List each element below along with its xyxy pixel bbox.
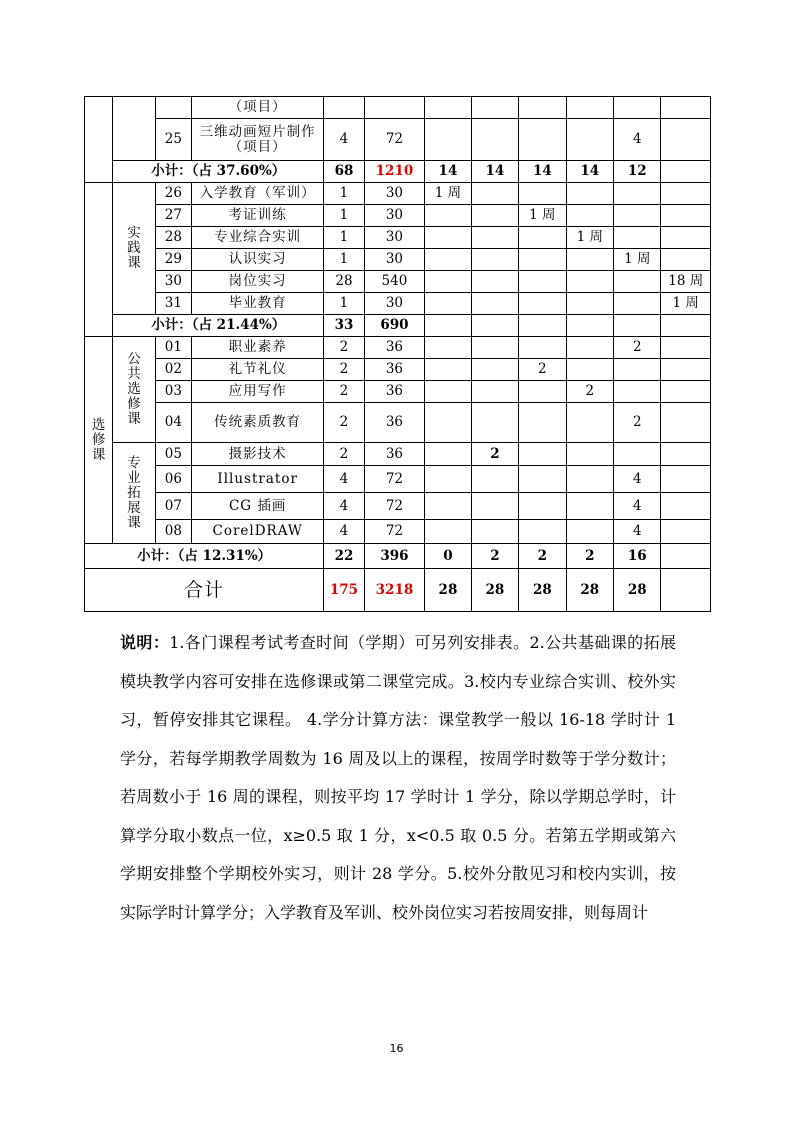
table-row (85, 249, 711, 271)
hours-cell: 72 (364, 493, 425, 520)
subtotal-row (85, 315, 711, 337)
course-no: 06 (155, 466, 191, 493)
sem6-cell: 1 周 (661, 293, 711, 315)
sem4-cell (566, 97, 613, 119)
course-name: 专业综合实训 (192, 227, 324, 249)
sem5-cell (614, 227, 661, 249)
credit-cell: 175 (324, 569, 364, 612)
sem1-cell (425, 97, 471, 119)
sem2-cell (471, 249, 518, 271)
sem1-cell (425, 315, 471, 337)
sem3-cell (519, 381, 566, 403)
total-row (85, 569, 711, 612)
table-row (85, 205, 711, 227)
sem2-cell (471, 183, 518, 205)
sem3-cell (519, 337, 566, 359)
sem5-cell: 2 (614, 337, 661, 359)
sem5-cell (614, 183, 661, 205)
sem4-cell (566, 315, 613, 337)
subtotal-label: 小计：（占 12.31%） (85, 544, 324, 569)
sem1-cell: 1 周 (425, 183, 471, 205)
sem5-cell: 4 (614, 493, 661, 520)
course-no: 03 (155, 381, 191, 403)
sem4-cell (566, 359, 613, 381)
sem1-cell (425, 381, 471, 403)
hours-cell: 36 (364, 381, 425, 403)
table-row (85, 493, 711, 520)
sem5-cell (614, 293, 661, 315)
course-name: CorelDRAW (192, 520, 324, 544)
sem2-cell (471, 493, 518, 520)
course-no: 07 (155, 493, 191, 520)
subtotal-row (85, 544, 711, 569)
sem4-cell (566, 443, 613, 466)
sem4-cell (566, 293, 613, 315)
sem5-cell (614, 97, 661, 119)
sem6-cell (661, 315, 711, 337)
sem6-cell (661, 493, 711, 520)
hours-cell: 36 (364, 337, 425, 359)
course-name: Illustrator (192, 466, 324, 493)
sem4-cell (566, 403, 613, 443)
sem3-cell (519, 466, 566, 493)
sem5-cell (614, 205, 661, 227)
sem3-cell: 14 (519, 161, 566, 183)
credit-cell (324, 97, 364, 119)
sem6-cell (661, 466, 711, 493)
sem3-cell: 2 (519, 544, 566, 569)
notes-lead: 说明： (120, 633, 170, 652)
sem1-cell (425, 337, 471, 359)
sem6-cell (661, 205, 711, 227)
course-name: 职业素养 (192, 337, 324, 359)
sem3-cell (519, 227, 566, 249)
group-cell-blank (85, 183, 113, 337)
course-name: 摄影技术 (192, 443, 324, 466)
sem6-cell (661, 161, 711, 183)
sem1-cell: 0 (425, 544, 471, 569)
table-row (85, 293, 711, 315)
credit-cell: 68 (324, 161, 364, 183)
sem2-cell (471, 293, 518, 315)
sem2-cell (471, 271, 518, 293)
table-row (85, 337, 711, 359)
credit-cell: 4 (324, 119, 364, 161)
hours-cell: 30 (364, 183, 425, 205)
table-row (85, 520, 711, 544)
sem6-cell (661, 544, 711, 569)
sem6-cell (661, 359, 711, 381)
hours-cell: 36 (364, 443, 425, 466)
notes-body: 1.各门课程考试考查时间（学期）可另列安排表。2.公共基础课的拓展模块教学内容可安排在选修课或第二课堂完成。3.校内专业综合实训、校外实习，暂停安排其它课程。 4.学分计算方法：课堂教学一般以 16-18 学时计 1 学分，若每学期教学周数为 16 周及以上的课程，按周学时数等于学分数计；若周数小于 16 周的课程，则按平均 17 学时计 1 学分，除以学期总学时，计算学分取小数点一位，x≥0.5 取 1 分，x<0.5 取 0.5 分。若第五学期或第六学期安排整个学期校外实习，则计 28 学分。5.校外分散见习和校内实训，按实际学时计算学分；入学教育及军训、校外岗位实习若按周安排，则每周计 (120, 633, 676, 922)
notes-paragraph (120, 624, 676, 932)
table-row (85, 381, 711, 403)
sem6-cell (661, 249, 711, 271)
sem2-cell (471, 119, 518, 161)
sem4-cell: 2 (566, 544, 613, 569)
credit-cell: 1 (324, 227, 364, 249)
subgroup-cell-blank (113, 97, 155, 161)
sem5-cell: 4 (614, 119, 661, 161)
curriculum-table (84, 96, 711, 612)
sem4-cell (566, 493, 613, 520)
sem2-cell: 28 (471, 569, 518, 612)
sem2-cell: 2 (471, 443, 518, 466)
course-no: 29 (155, 249, 191, 271)
sem5-cell: 2 (614, 403, 661, 443)
course-no: 25 (155, 119, 191, 161)
sem1-cell (425, 271, 471, 293)
group-cell-blank (85, 97, 113, 183)
sem1-cell: 14 (425, 161, 471, 183)
hours-cell: 690 (364, 315, 425, 337)
sem3-cell (519, 403, 566, 443)
sem1-cell (425, 119, 471, 161)
sem3-cell (519, 271, 566, 293)
sem3-cell: 28 (519, 569, 566, 612)
sem5-cell: 4 (614, 466, 661, 493)
sem6-cell (661, 443, 711, 466)
sem4-cell (566, 520, 613, 544)
table-row (85, 359, 711, 381)
sem3-cell (519, 183, 566, 205)
sem3-cell: 1 周 (519, 205, 566, 227)
sem2-cell (471, 381, 518, 403)
sem3-cell (519, 97, 566, 119)
subtotal-label: 小计：（占 21.44%） (113, 315, 324, 337)
course-no: 01 (155, 337, 191, 359)
sem1-cell (425, 520, 471, 544)
sem3-cell (519, 119, 566, 161)
sem2-cell: 14 (471, 161, 518, 183)
credit-cell: 2 (324, 337, 364, 359)
credit-cell: 33 (324, 315, 364, 337)
public-elective-label: 公共选修课 (113, 337, 155, 443)
course-name: 入学教育（军训） (192, 183, 324, 205)
course-name: 认识实习 (192, 249, 324, 271)
sem5-cell: 1 周 (614, 249, 661, 271)
table-row (85, 443, 711, 466)
sem4-cell: 14 (566, 161, 613, 183)
sem6-cell (661, 227, 711, 249)
sem1-cell (425, 249, 471, 271)
credit-cell: 1 (324, 183, 364, 205)
sem6-cell (661, 569, 711, 612)
course-no (155, 97, 191, 119)
sem4-cell (566, 271, 613, 293)
sem6-cell (661, 403, 711, 443)
credit-cell: 2 (324, 443, 364, 466)
table-row (85, 183, 711, 205)
course-name: 礼节礼仪 (192, 359, 324, 381)
sem1-cell (425, 493, 471, 520)
sem3-cell: 2 (519, 359, 566, 381)
credit-cell: 2 (324, 403, 364, 443)
sem1-cell (425, 466, 471, 493)
course-no: 04 (155, 403, 191, 443)
hours-cell: 30 (364, 249, 425, 271)
course-no: 30 (155, 271, 191, 293)
hours-cell: 72 (364, 119, 425, 161)
sem1-cell (425, 359, 471, 381)
hours-cell: 30 (364, 293, 425, 315)
sem3-cell (519, 520, 566, 544)
credit-cell: 4 (324, 493, 364, 520)
sem3-cell (519, 293, 566, 315)
sem2-cell: 2 (471, 544, 518, 569)
sem4-cell (566, 183, 613, 205)
sem1-cell (425, 227, 471, 249)
hours-cell: 30 (364, 227, 425, 249)
course-name: 考证训练 (192, 205, 324, 227)
hours-cell: 36 (364, 403, 425, 443)
credit-cell: 22 (324, 544, 364, 569)
sem6-cell (661, 97, 711, 119)
table-row (85, 466, 711, 493)
sem6-cell (661, 520, 711, 544)
subtotal-row (85, 161, 711, 183)
credit-cell: 1 (324, 293, 364, 315)
hours-cell: 36 (364, 359, 425, 381)
sem4-cell: 28 (566, 569, 613, 612)
sem4-cell (566, 249, 613, 271)
course-name: 岗位实习 (192, 271, 324, 293)
sem5-cell (614, 271, 661, 293)
sem3-cell (519, 249, 566, 271)
hours-cell: 30 (364, 205, 425, 227)
sem4-cell: 1 周 (566, 227, 613, 249)
sem3-cell (519, 443, 566, 466)
credit-cell: 2 (324, 381, 364, 403)
sem2-cell (471, 466, 518, 493)
credit-cell: 4 (324, 520, 364, 544)
sem1-cell (425, 293, 471, 315)
course-no: 26 (155, 183, 191, 205)
practice-group-label: 实践课 (113, 183, 155, 315)
sem5-cell (614, 443, 661, 466)
course-name: 传统素质教育 (192, 403, 324, 443)
sem3-cell (519, 493, 566, 520)
sem4-cell (566, 205, 613, 227)
hours-cell: 72 (364, 466, 425, 493)
credit-cell: 4 (324, 466, 364, 493)
credit-cell: 1 (324, 249, 364, 271)
table-row (85, 271, 711, 293)
course-no: 02 (155, 359, 191, 381)
sem2-cell (471, 337, 518, 359)
hours-cell: 72 (364, 520, 425, 544)
course-name: CG 插画 (192, 493, 324, 520)
sem2-cell (471, 359, 518, 381)
sem4-cell: 2 (566, 381, 613, 403)
total-label: 合计 (85, 569, 324, 612)
hours-cell (364, 97, 425, 119)
major-extension-label: 专业拓展课 (113, 443, 155, 544)
sem5-cell: 28 (614, 569, 661, 612)
course-no: 27 (155, 205, 191, 227)
credit-cell: 1 (324, 205, 364, 227)
course-name: （项目） (192, 97, 324, 119)
course-name: 应用写作 (192, 381, 324, 403)
sem2-cell (471, 315, 518, 337)
sem6-cell (661, 183, 711, 205)
subtotal-label: 小计：（占 37.60%） (113, 161, 324, 183)
course-name: 三维动画短片制作（项目） (192, 119, 324, 161)
table-row (85, 119, 711, 161)
course-no: 05 (155, 443, 191, 466)
hours-cell: 3218 (364, 569, 425, 612)
sem1-cell (425, 403, 471, 443)
page-number: 16 (389, 1042, 404, 1055)
hours-cell: 1210 (364, 161, 425, 183)
sem5-cell (614, 315, 661, 337)
sem6-cell: 18 周 (661, 271, 711, 293)
sem5-cell (614, 359, 661, 381)
sem3-cell (519, 315, 566, 337)
sem5-cell: 16 (614, 544, 661, 569)
course-no: 31 (155, 293, 191, 315)
credit-cell: 2 (324, 359, 364, 381)
sem1-cell (425, 443, 471, 466)
sem6-cell (661, 381, 711, 403)
course-name: 毕业教育 (192, 293, 324, 315)
sem2-cell (471, 227, 518, 249)
sem5-cell: 4 (614, 520, 661, 544)
sem1-cell (425, 205, 471, 227)
sem5-cell (614, 381, 661, 403)
hours-cell: 396 (364, 544, 425, 569)
sem2-cell (471, 403, 518, 443)
sem2-cell (471, 205, 518, 227)
hours-cell: 540 (364, 271, 425, 293)
table-row (85, 403, 711, 443)
sem2-cell (471, 520, 518, 544)
sem4-cell (566, 466, 613, 493)
sem2-cell (471, 97, 518, 119)
course-no: 28 (155, 227, 191, 249)
sem6-cell (661, 337, 711, 359)
sem5-cell: 12 (614, 161, 661, 183)
table-row (85, 97, 711, 119)
sem6-cell (661, 119, 711, 161)
sem1-cell: 28 (425, 569, 471, 612)
elective-group-label: 选修课 (85, 337, 113, 544)
credit-cell: 28 (324, 271, 364, 293)
table-row (85, 227, 711, 249)
course-no: 08 (155, 520, 191, 544)
sem4-cell (566, 119, 613, 161)
sem4-cell (566, 337, 613, 359)
